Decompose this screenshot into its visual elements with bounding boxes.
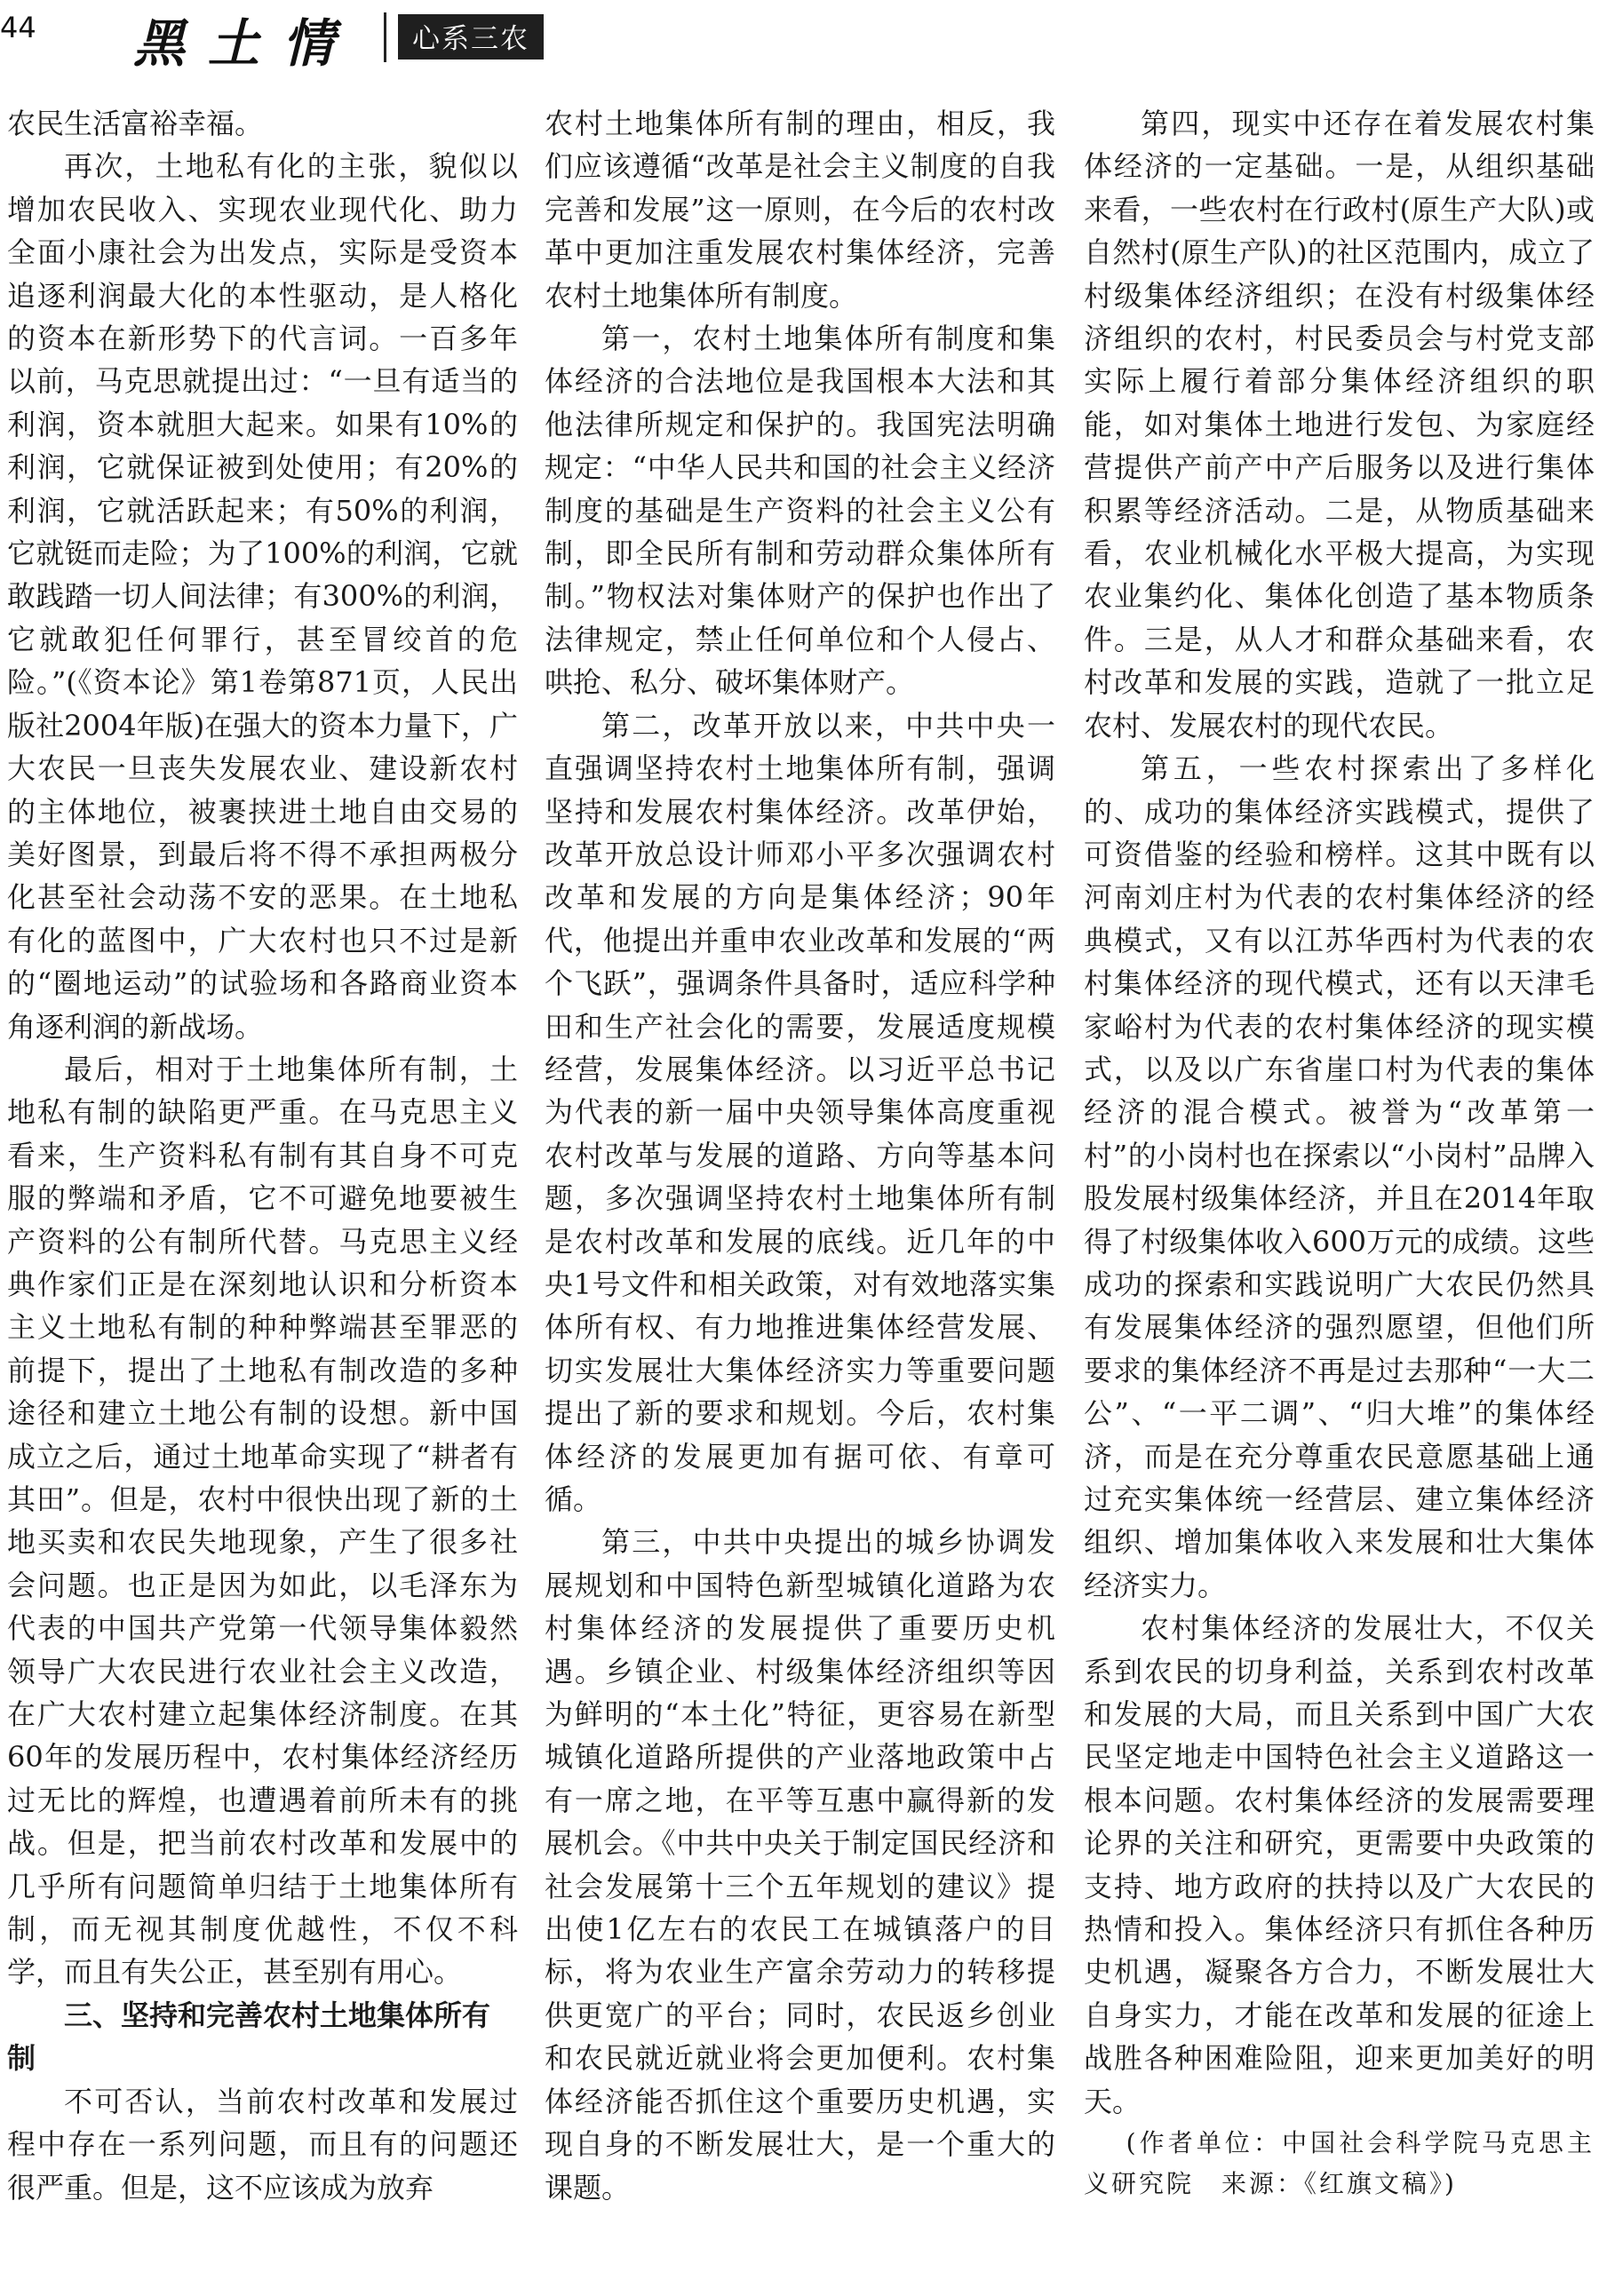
column-2 xyxy=(545,102,1055,2292)
paragraph: 最后，相对于土地集体所有制，土地私有制的缺陷更严重。在马克思主义看来，生产资料私有制有其自身不可克服的弊端和矛盾，它不可避免地要被生产资料的公有制所代替。马克思主义经典作家们正是在深刻地认识和分析资本主义土地私有制的种种弊端甚至罪恶的前提下，提出了土地私有制改造的多种途径和建立土地公有制的设想。新中国成立之后，通过土地革命实现了“耕者有其田”。但是，农村中很快出现了新的土地买卖和农民失地现象，产生了很多社会问题。也正是因为如此，以毛泽东为代表的中国共产党第一代领导集体毅然领导广大农民进行农业社会主义改造，在广大农村建立起集体经济制度。在其60年的发展历程中，农村集体经济经历过无比的辉煌，也遭遇着前所未有的挑战。但是，把当前农村改革和发展中的几乎所有问题简单归结于土地集体所有制，而无视其制度优越性，不仅不科学，而且有失公正，甚至别有用心。 xyxy=(7,1052,518,1990)
page-number: 44 xyxy=(0,11,36,44)
paragraph: 第五，一些农村探索出了多样化的、成功的集体经济实践模式，提供了可资借鉴的经验和榜样。这其中既有以河南刘庄村为代表的农村集体经济的经典模式，又有以江苏华西村为代表的农村集体经济的现代模式，还有以天津毛家峪村为代表的农村集体经济的现实模式，以及以广东省崖口村为代表的集体经济的混合模式。被誉为“改革第一村”的小岗村也在探索以“小岗村”品牌入股发展村级集体经济，并且在2014年取得了村级集体收入600万元的成绩。这些成功的探索和实践说明广大农民仍然具有发展集体经济的强烈愿望，但他们所要求的集体经济不再是过去那种“一大二公”、“一平二调”、“归大堆”的集体经济，而是在充分尊重农民意愿基础上通过充实集体统一经营层、建立集体经济组织、增加集体收入来发展和壮大集体经济实力。 xyxy=(1084,751,1595,1602)
paragraph: 农民生活富裕幸福。 xyxy=(7,107,264,140)
paragraph: 第二，改革开放以来，中共中央一直强调坚持农村土地集体所有制，强调坚持和发展农村集体经济。改革伊始，改革开放总设计师邓小平多次强调农村改革和发展的方向是集体经济；90年代，他提出并重申农业改革和发展的“两个飞跃”，强调条件具备时，适应科学种田和生产社会化的需要，发展适度规模经营，发展集体经济。以习近平总书记为代表的新一届中央领导集体高度重视农村改革与发展的道路、方向等基本问题，多次强调坚持农村土地集体所有制是农村改革和发展的底线。近几年的中央1号文件和相关政策，对有效地落实集体所有权、有力地推进集体经营发展、切实发展壮大集体经济实力等重要问题提出了新的要求和规划。今后，农村集体经济的发展更加有据可依、有章可循。 xyxy=(545,708,1055,1516)
section-badge: 心系三农 xyxy=(398,14,544,60)
author-note: (作者单位：中国社会科学院马克思主义研究院 来源：《红旗文稿》) xyxy=(1084,2128,1595,2199)
page-header xyxy=(0,0,1599,89)
magazine-title-logo: 黑土情 xyxy=(133,13,358,74)
paragraph: 第一，农村土地集体所有制度和集体经济的合法地位是我国根本大法和其他法律所规定和保护的。我国宪法明确规定：“中华人民共和国的社会主义经济制度的基础是生产资料的社会主义公有制，即全民所有制和劳动群众集体所有制。”物权法对集体财产的保护也作出了法律规定，禁止任何单位和个人侵占、哄抢、私分、破坏集体财产。 xyxy=(545,322,1055,700)
column-3 xyxy=(1084,102,1595,2292)
paragraph: 农村土地集体所有制的理由，相反，我们应该遵循“改革是社会主义制度的自我完善和发展”这一原则，在今后的农村改革中更加注重发展农村集体经济，完善农村土地集体所有制度。 xyxy=(545,107,1055,313)
header-divider xyxy=(384,12,386,62)
paragraph: 农村集体经济的发展壮大，不仅关系到农民的切身利益，关系到农村改革和发展的大局，而且关系到中国广大农民坚定地走中国特色社会主义道路这一根本问题。农村集体经济的发展需要理论界的关注和研究，更需要中央政策的支持、地方政府的扶持以及广大农民的热情和投入。集体经济只有抓住各种历史机遇，凝聚各方合力，不断发展壮大自身实力，才能在改革和发展的征途上战胜各种困难险阻，迎来更加美好的明天。 xyxy=(1084,1611,1595,2118)
paragraph: 第三，中共中央提出的城乡协调发展规划和中国特色新型城镇化道路为农村集体经济的发展提供了重要历史机遇。乡镇企业、村级集体经济组织等因为鲜明的“本土化”特征，更容易在新型城镇化道路所提供的产业落地政策中占有一席之地，在平等互惠中赢得新的发展机会。《中共中央关于制定国民经济和社会发展第十三个五年规划的建议》提出使1亿左右的农民工在城镇落户的目标，将为农业生产富余劳动力的转移提供更宽广的平台；同时，农民返乡创业和农民就近就业将会更加便利。农村集体经济能否抓住这个重要历史机遇，实现自身的不断发展壮大，是一个重大的课题。 xyxy=(545,1525,1055,2205)
section-heading: 三、坚持和完善农村土地集体所有制 xyxy=(7,1998,491,2076)
column-1 xyxy=(7,102,518,2292)
article-body xyxy=(7,102,1595,2292)
paragraph: 不可否认，当前农村改革和发展过程中存在一系列问题，而且有的问题还很严重。但是，这不应该成为放弃 xyxy=(7,2084,518,2205)
paragraph: 再次，土地私有化的主张，貌似以增加农民收入、实现农业现代化、助力全面小康社会为出发点，实际是受资本追逐利润最大化的本性驱动，是人格化的资本在新形势下的代言词。一百多年以前，马克思就提出过：“一旦有适当的利润，资本就胆大起来。如果有10%的利润，它就保证被到处使用；有20%的利润，它就活跃起来；有50%的利润，它就铤而走险；为了100%的利润，它就敢践踏一切人间法律；有300%的利润，它就敢犯任何罪行，甚至冒绞首的危险。”(《资本论》第1卷第871页，人民出版社2004年版)在强大的资本力量下，广大农民一旦丧失发展农业、建设新农村的主体地位，被裹挟进土地自由交易的美好图景，到最后将不得不承担两极分化甚至社会动荡不安的恶果。在土地私有化的蓝图中，广大农村也只不过是新的“圈地运动”的试验场和各路商业资本角逐利润的新战场。 xyxy=(7,149,518,1044)
paragraph: 第四，现实中还存在着发展农村集体经济的一定基础。一是，从组织基础来看，一些农村在行政村(原生产大队)或自然村(原生产队)的社区范围内，成立了村级集体经济组织；在没有村级集体经济组织的农村，村民委员会与村党支部实际上履行着部分集体经济组织的职能，如对集体土地进行发包、为家庭经营提供产前产中产后服务以及进行集体积累等经济活动。二是，从物质基础来看，农业机械化水平极大提高，为实现农业集约化、集体化创造了基本物质条件。三是，从人才和群众基础来看，农村改革和发展的实践，造就了一批立足农村、发展农村的现代农民。 xyxy=(1084,107,1595,743)
